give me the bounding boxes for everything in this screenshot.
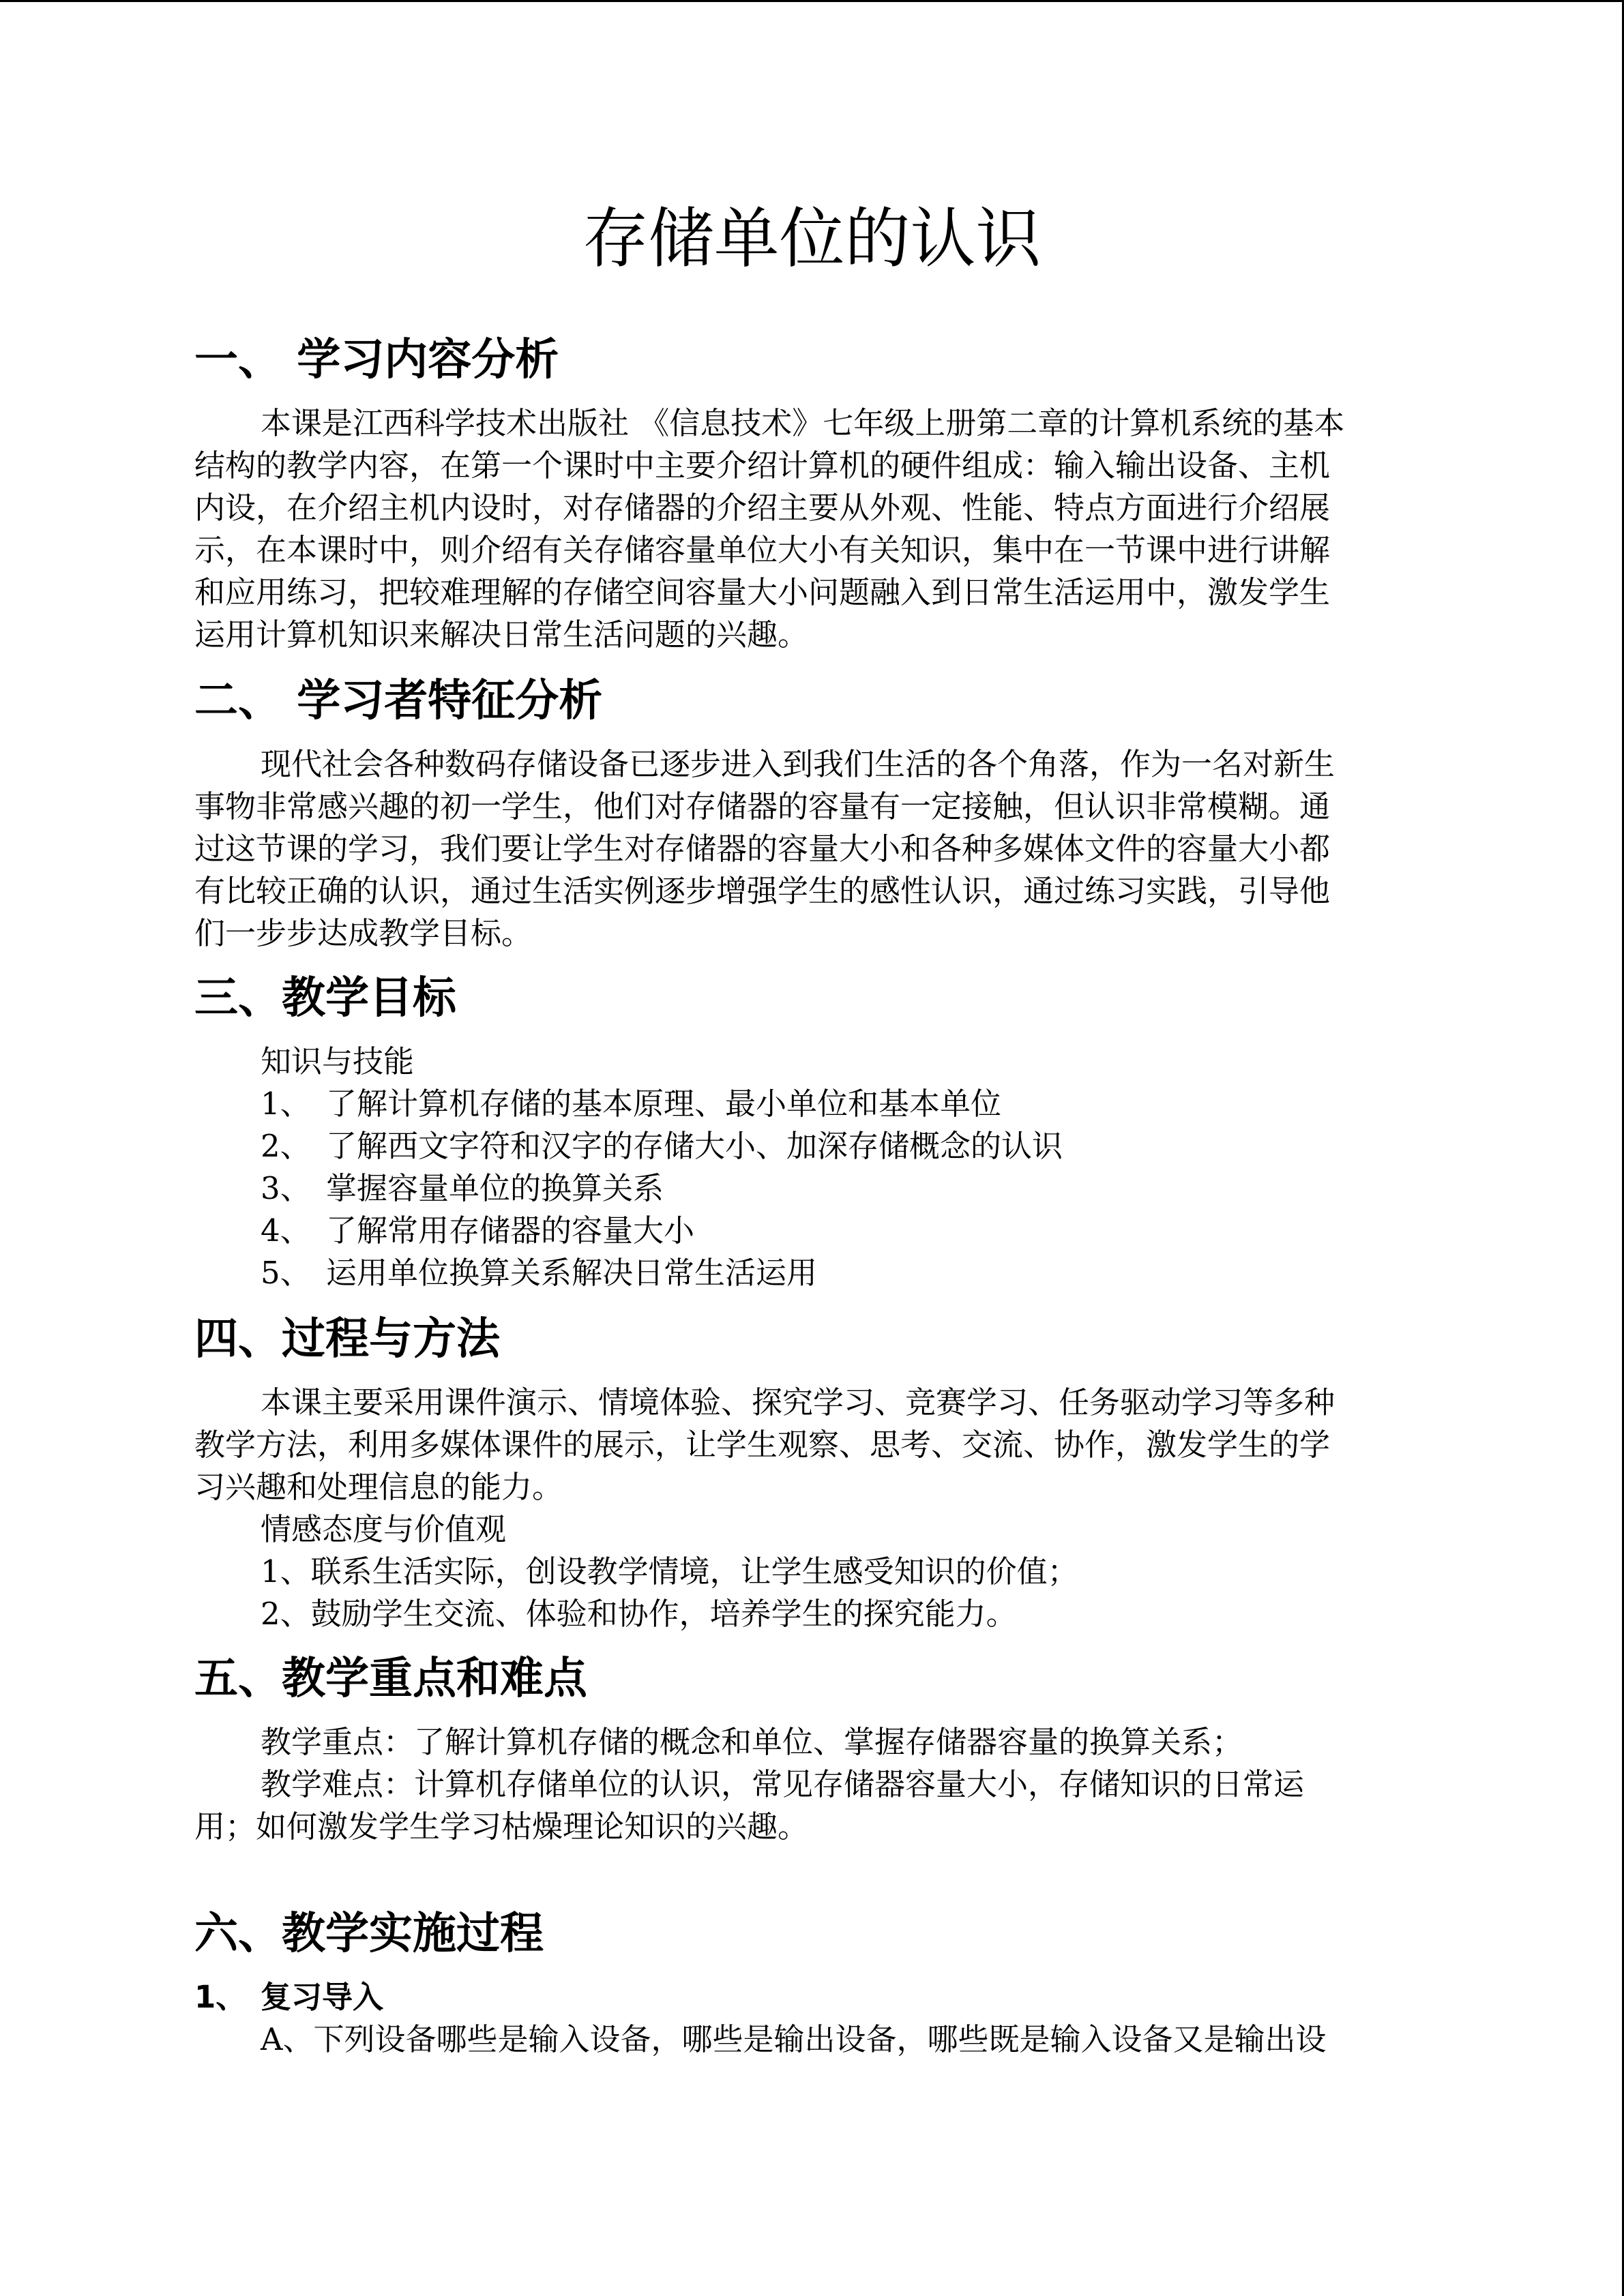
subheading-attitudes-values: 情感态度与价值观 xyxy=(261,1511,507,1547)
list-number: 5、 xyxy=(261,1255,311,1291)
paragraph-line: 们一步步达成教学目标。 xyxy=(194,915,533,951)
section-heading-process-methods: 四、过程与方法 xyxy=(194,1314,500,1365)
paragraph-line: 教学方法，利用多媒体课件的展示，让学生观察、思考、交流、协作，激发学生的学 xyxy=(194,1427,1331,1463)
list-item: 运用单位换算关系解决日常生活运用 xyxy=(326,1255,818,1291)
subheading-knowledge-skills: 知识与技能 xyxy=(261,1043,415,1079)
paragraph-line: 本课是江西科学技术出版社 《信息技术》七年级上册第二章的计算机系统的基本 xyxy=(261,405,1345,441)
paragraph-line: 用；如何激发学生学习枯燥理论知识的兴趣。 xyxy=(194,1808,809,1845)
paragraph-line: 教学难点：计算机存储单位的认识，常见存储器容量大小，存储知识的日常运 xyxy=(261,1766,1305,1802)
page-top-border xyxy=(0,0,1624,2)
list-item: 1、联系生活实际，创设教学情境，让学生感受知识的价值； xyxy=(261,1553,1078,1590)
step-title: 复习导入 xyxy=(261,1979,384,2015)
list-item: 了解常用存储器的容量大小 xyxy=(326,1212,695,1249)
paragraph-line: 教学重点：了解计算机存储的概念和单位、掌握存储器容量的换算关系； xyxy=(261,1724,1243,1760)
list-number: 4、 xyxy=(261,1212,311,1249)
section-heading-content-analysis: 一、 学习内容分析 xyxy=(194,335,559,385)
paragraph-line: 和应用练习，把较难理解的存储空间容量大小问题融入到日常生活运用中，激发学生 xyxy=(194,574,1331,610)
paragraph-line: 本课主要采用课件演示、情境体验、探究学习、竞赛学习、任务驱动学习等多种 xyxy=(261,1384,1335,1420)
section-heading-learner-analysis: 二、 学习者特征分析 xyxy=(194,676,603,726)
paragraph-line: 事物非常感兴趣的初一学生，他们对存储器的容量有一定接触，但认识非常模糊。通 xyxy=(194,788,1331,824)
section-heading-teaching-goals: 三、教学目标 xyxy=(194,973,456,1024)
list-item: 掌握容量单位的换算关系 xyxy=(326,1170,664,1206)
paragraph-line: 运用计算机知识来解决日常生活问题的兴趣。 xyxy=(194,616,809,653)
paragraph-line: 现代社会各种数码存储设备已逐步进入到我们生活的各个角落，作为一名对新生 xyxy=(261,746,1335,782)
section-heading-implementation: 六、教学实施过程 xyxy=(194,1909,544,1959)
document-title: 存储单位的认识 xyxy=(582,200,1042,277)
list-item: 2、鼓励学生交流、体验和协作，培养学生的探究能力。 xyxy=(261,1596,1017,1632)
paragraph-line: 过这节课的学习，我们要让学生对存储器的容量大小和各种多媒体文件的容量大小都 xyxy=(194,831,1331,867)
section-heading-key-difficult-points: 五、教学重点和难点 xyxy=(194,1654,587,1704)
paragraph-line: 习兴趣和处理信息的能力。 xyxy=(194,1469,563,1505)
list-item: 了解西文字符和汉字的存储大小、加深存储概念的认识 xyxy=(326,1128,1063,1164)
list-item: 了解计算机存储的基本原理、最小单位和基本单位 xyxy=(326,1086,1002,1122)
paragraph-line: 有比较正确的认识，通过生活实例逐步增强学生的感性认识，通过练习实践，引导他 xyxy=(194,873,1331,909)
paragraph-line: A、下列设备哪些是输入设备，哪些是输出设备，哪些既是输入设备又是输出设 xyxy=(261,2021,1327,2057)
list-number: 2、 xyxy=(261,1128,311,1164)
paragraph-line: 示，在本课时中，则介绍有关存储容量单位大小有关知识，集中在一节课中进行讲解 xyxy=(194,532,1331,568)
step-heading xyxy=(194,1976,384,2018)
paragraph-line: 结构的教学内容，在第一个课时中主要介绍计算机的硬件组成：输入输出设备、主机 xyxy=(194,447,1331,483)
step-number: 1、 xyxy=(194,1979,247,2015)
paragraph-line: 内设，在介绍主机内设时，对存储器的介绍主要从外观、性能、特点方面进行介绍展 xyxy=(194,490,1331,526)
list-number: 1、 xyxy=(261,1086,311,1122)
list-number: 3、 xyxy=(261,1170,311,1206)
